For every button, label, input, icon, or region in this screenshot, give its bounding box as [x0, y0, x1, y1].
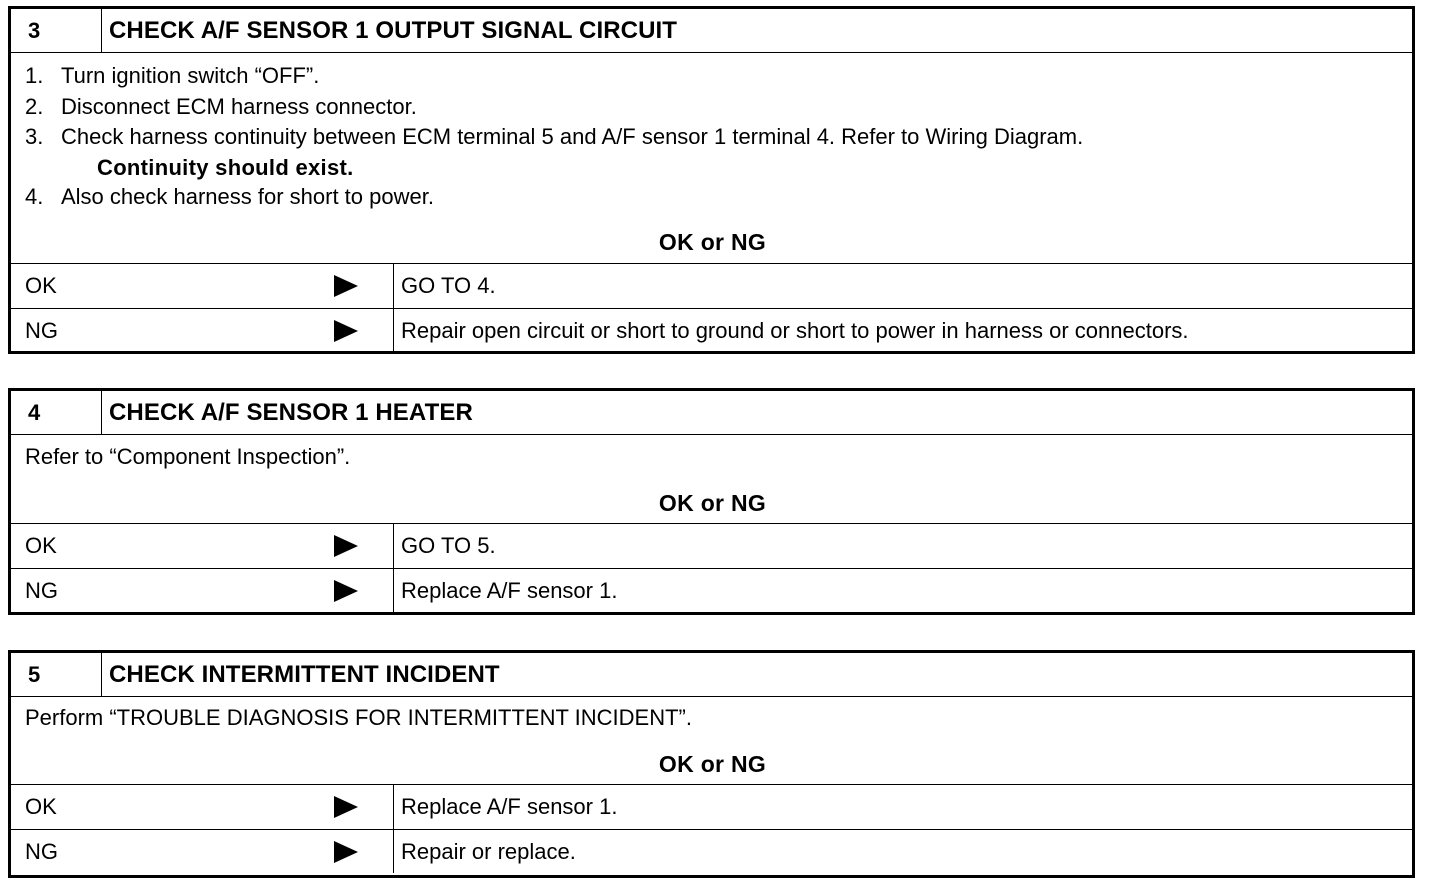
- instruction-number: 2.: [25, 93, 44, 119]
- result-row-ok: [11, 785, 1412, 829]
- result-label-text: NG: [25, 317, 58, 343]
- instruction-text: Turn ignition switch “OFF”.: [61, 63, 320, 88]
- right-triangle-arrow-icon: [334, 580, 358, 602]
- instruction-text: Perform “TROUBLE DIAGNOSIS FOR INTERMITTENT INCIDENT”.: [25, 705, 692, 730]
- result-label-text: NG: [25, 577, 58, 603]
- right-triangle-arrow-icon: [334, 535, 358, 557]
- step-instructions: [11, 697, 1412, 785]
- result-label-text: OK: [25, 273, 57, 298]
- result-label-text: OK: [25, 533, 57, 558]
- result-action: GO TO 4.: [401, 273, 496, 298]
- ok-or-ng-heading: OK or NG: [658, 490, 767, 516]
- step-instructions: [11, 435, 1412, 524]
- result-label-text: OK: [25, 794, 57, 819]
- step-3-table: [8, 6, 1415, 354]
- step-title: CHECK A/F SENSOR 1 HEATER: [109, 398, 473, 426]
- result-action: Repair or replace.: [401, 838, 576, 864]
- step-instructions: [11, 53, 1412, 264]
- result-label: [11, 524, 394, 568]
- right-triangle-arrow-icon: [334, 796, 358, 818]
- result-row-ng: [11, 568, 1412, 612]
- result-action: Replace A/F sensor 1.: [401, 794, 618, 819]
- result-label: [11, 264, 394, 308]
- instruction-item: [25, 182, 1412, 213]
- expected-result-note: Continuity should exist.: [97, 154, 354, 180]
- instruction-text: Disconnect ECM harness connector.: [61, 93, 417, 119]
- instruction-item: [25, 61, 1412, 92]
- result-label-text: NG: [25, 838, 58, 864]
- instruction-list: [25, 61, 1412, 153]
- result-action: GO TO 5.: [401, 533, 496, 558]
- result-action: Repair open circuit or short to ground or short to power in harness or connectors.: [401, 317, 1189, 343]
- result-row-ok: [11, 524, 1412, 568]
- instruction-text: Also check harness for short to power.: [61, 183, 434, 209]
- step-number: 5: [11, 653, 102, 696]
- step-title: CHECK A/F SENSOR 1 OUTPUT SIGNAL CIRCUIT: [109, 16, 678, 44]
- result-row-ng: [11, 829, 1412, 873]
- result-action: Replace A/F sensor 1.: [401, 577, 618, 603]
- result-row-ok: [11, 264, 1412, 308]
- result-label: [11, 569, 394, 612]
- right-triangle-arrow-icon: [334, 841, 358, 863]
- step-5-table: [8, 650, 1415, 878]
- instruction-number: 3.: [25, 124, 44, 149]
- ok-or-ng-heading: OK or NG: [658, 229, 767, 255]
- step-title: CHECK INTERMITTENT INCIDENT: [109, 660, 500, 688]
- result-row-ng: [11, 308, 1412, 352]
- ok-or-ng-heading: OK or NG: [658, 751, 767, 777]
- instruction-number: 4.: [25, 183, 44, 209]
- instruction-list: [25, 182, 1412, 213]
- step-number: 4: [11, 391, 102, 434]
- result-label: [11, 785, 394, 829]
- step-4-table: [8, 388, 1415, 615]
- instruction-text: Refer to “Component Inspection”.: [25, 444, 351, 469]
- right-triangle-arrow-icon: [334, 320, 358, 342]
- instruction-text: Check harness continuity between ECM terminal 5 and A/F sensor 1 terminal 4. Refer to Wiring Diagram.: [61, 124, 1084, 149]
- step-header: [11, 9, 1412, 53]
- right-triangle-arrow-icon: [334, 275, 358, 297]
- step-header: [11, 653, 1412, 697]
- result-label: [11, 309, 394, 352]
- step-number: 3: [11, 9, 102, 52]
- instruction-item: [25, 122, 1412, 153]
- instruction-item: [25, 92, 1412, 123]
- step-header: [11, 391, 1412, 435]
- instruction-number: 1.: [25, 63, 44, 88]
- result-label: [11, 830, 394, 873]
